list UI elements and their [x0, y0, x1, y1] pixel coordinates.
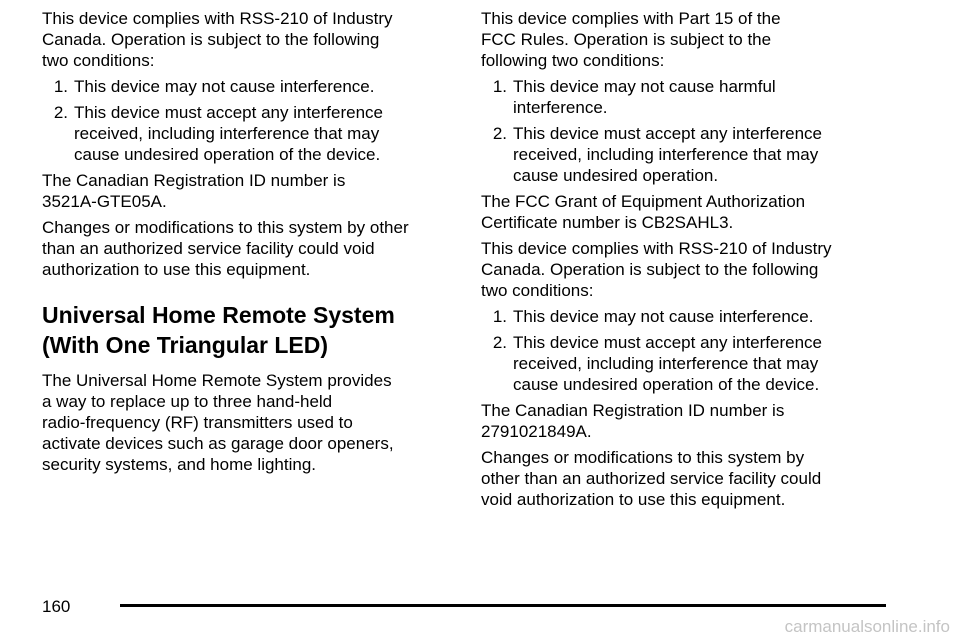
list-item-text: This device must accept any interference received, including interference that may cause undesired operation of the device. [74, 103, 383, 164]
rss-conditions-list [481, 306, 893, 395]
list-item-number: 2. [53, 103, 68, 122]
list-item [481, 123, 893, 186]
right-column [481, 8, 893, 515]
fcc-certificate-paragraph: The FCC Grant of Equipment Authorization Certificate number is CB2SAHL3. [481, 192, 806, 232]
list-item [481, 76, 893, 118]
list-item-number: 2. [492, 333, 507, 352]
list-item-text: This device may not cause harmful interference. [513, 77, 776, 117]
modifications-warning-paragraph: Changes or modifications to this system by other than an authorized service facility could void authorization to use this equipment. [481, 448, 822, 509]
list-item-number: 1. [53, 77, 68, 96]
modifications-warning-paragraph: Changes or modifications to this system by other than an authorized service facility could void authorization to use this equipment. [42, 218, 409, 279]
list-item [481, 332, 893, 395]
list-item-text: This device may not cause interference. [513, 307, 814, 326]
rss-conditions-list [42, 76, 454, 165]
list-item [42, 76, 454, 97]
list-item-number: 1. [492, 307, 507, 326]
section-heading: Universal Home Remote System (With One Triangular LED) [42, 302, 395, 358]
canadian-registration-paragraph: The Canadian Registration ID number is 2791021849A. [481, 401, 785, 441]
list-item-text: This device must accept any interference received, including interference that may cause undesired operation. [513, 124, 822, 185]
rss-compliance-paragraph: This device complies with RSS-210 of Industry Canada. Operation is subject to the following two conditions: [481, 239, 832, 300]
footer-rule [120, 604, 886, 607]
list-item-number: 2. [492, 124, 507, 143]
system-description-paragraph: The Universal Home Remote System provides a way to replace up to three hand-held radio-frequency (RF) transmitters used to activate devices such as garage door openers, security systems, and home lighting. [42, 371, 394, 474]
rss-compliance-paragraph: This device complies with RSS-210 of Industry Canada. Operation is subject to the following two conditions: [42, 9, 393, 70]
fcc-compliance-paragraph: This device complies with Part 15 of the FCC Rules. Operation is subject to the following two conditions: [481, 9, 781, 70]
list-item [42, 102, 454, 165]
list-item-text: This device may not cause interference. [74, 77, 375, 96]
canadian-registration-paragraph: The Canadian Registration ID number is 3521A-GTE05A. [42, 171, 346, 211]
page-number: 160 [42, 597, 71, 616]
list-item-text: This device must accept any interference received, including interference that may cause undesired operation of the device. [513, 333, 822, 394]
list-item [481, 306, 893, 327]
left-column [42, 8, 454, 480]
fcc-conditions-list [481, 76, 893, 186]
list-item-number: 1. [492, 77, 507, 96]
watermark-text: carmanualsonline.info [784, 617, 950, 636]
